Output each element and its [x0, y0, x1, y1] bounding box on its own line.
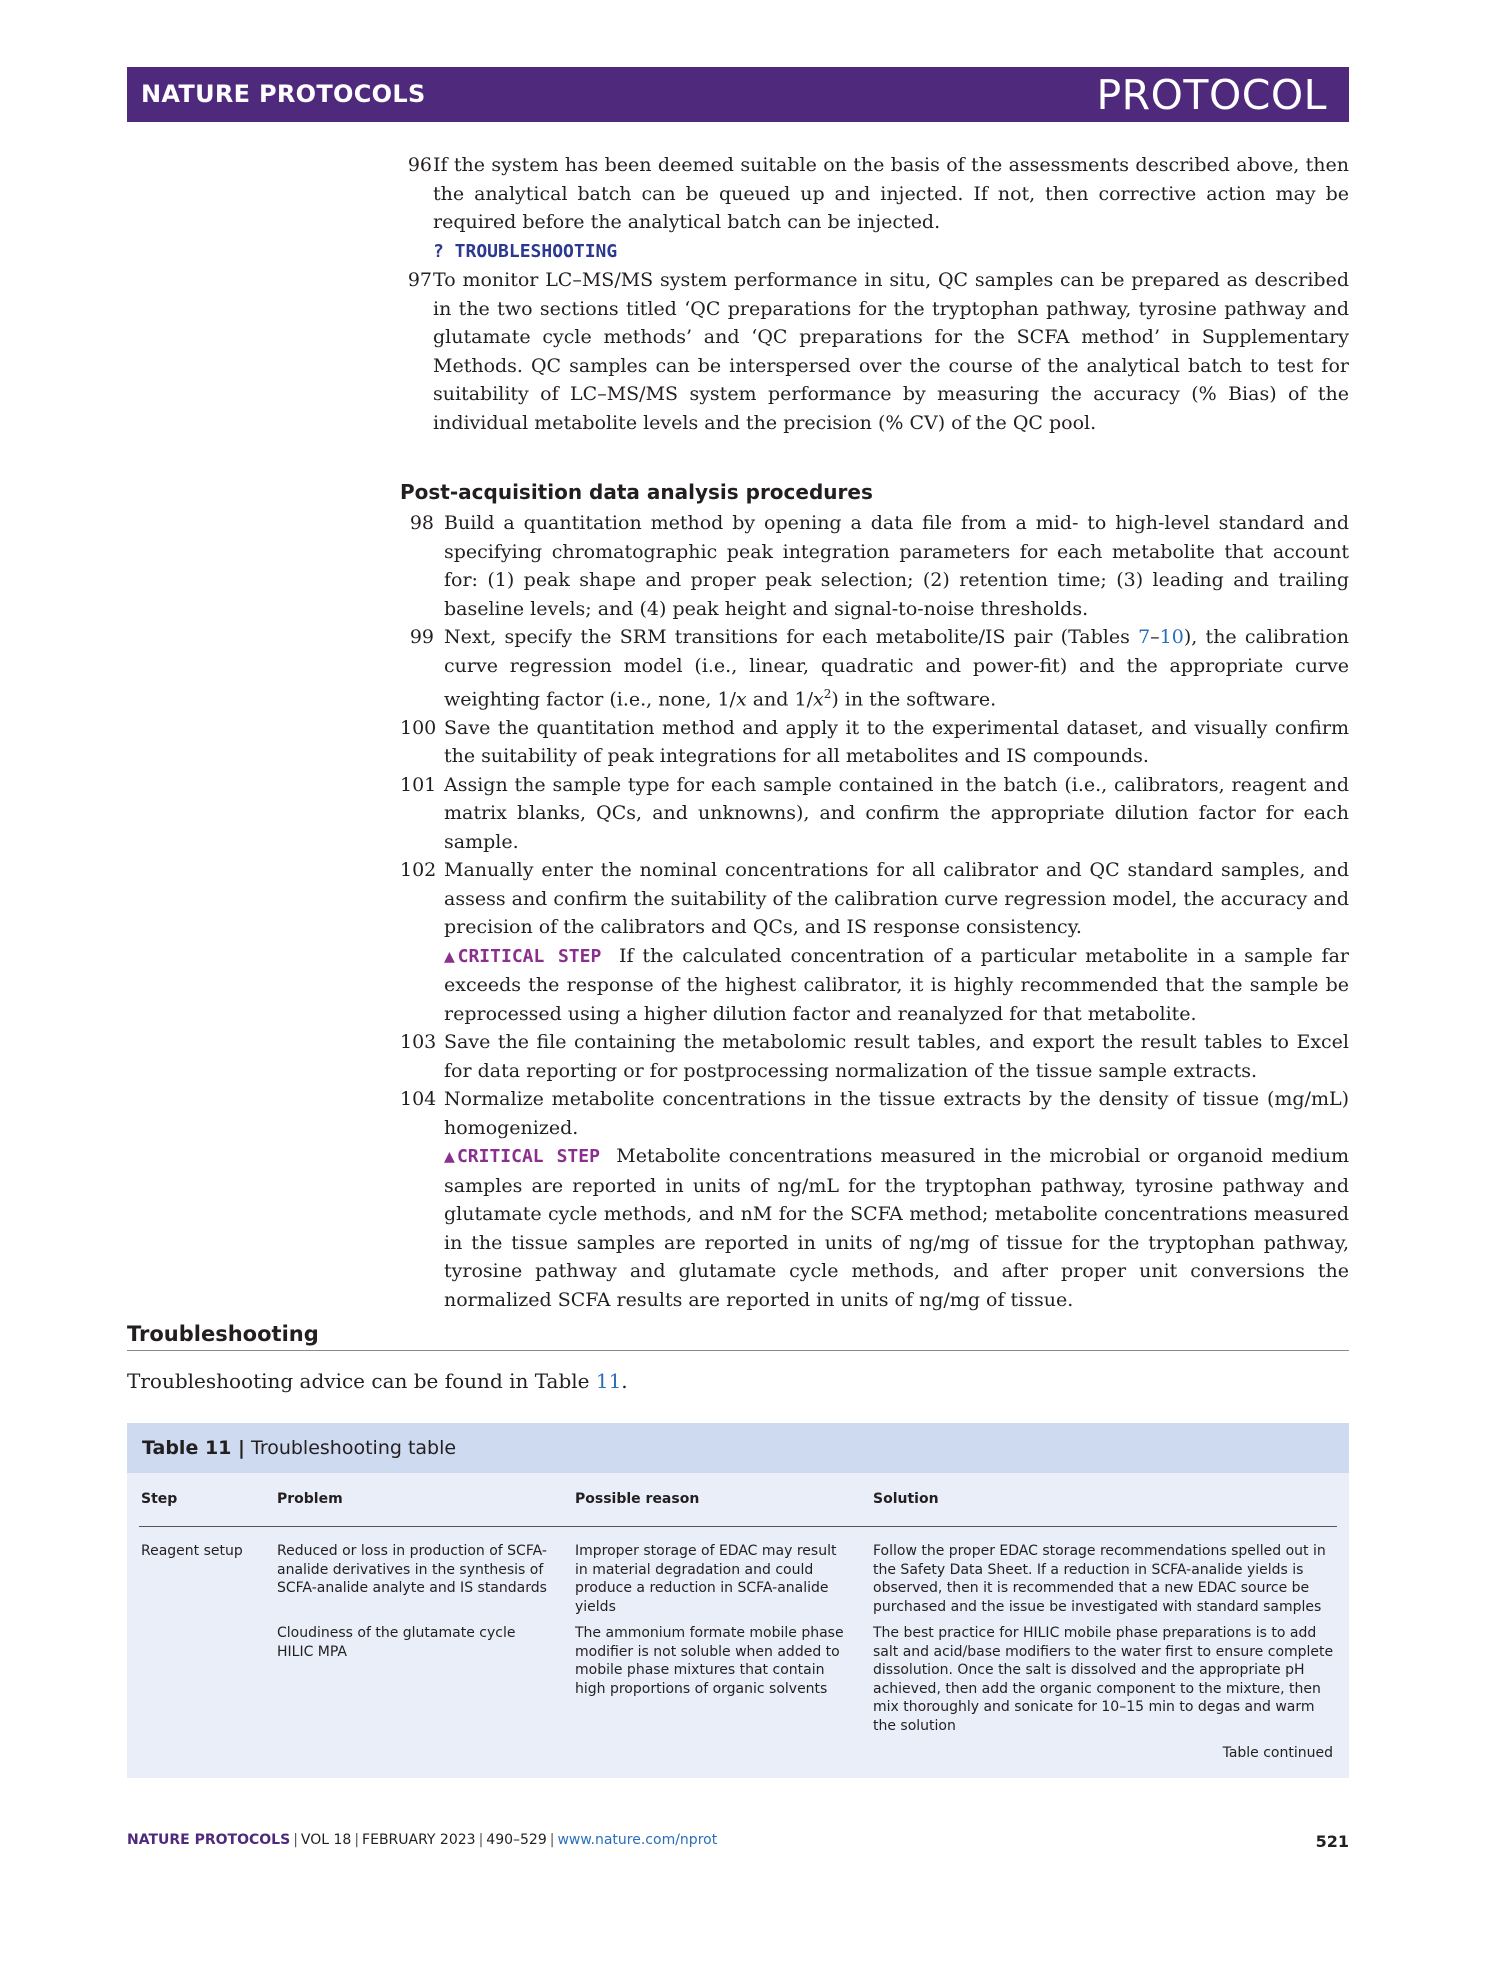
step-number: 100 [400, 716, 437, 739]
range-dash: – [1150, 626, 1160, 648]
step-number: 99 [409, 626, 434, 648]
article-type: PROTOCOL [1096, 71, 1327, 119]
procedure-steps-98-104 [400, 509, 1349, 1314]
variable-x: x [812, 688, 824, 711]
step-101 [400, 771, 1349, 857]
table-10-link[interactable]: 10 [1159, 626, 1184, 648]
step-99 [400, 623, 1349, 714]
step-text: Normalize metabolite concentrations in the tissue extracts by the density of tissue (mg/mL) homogenized. [444, 1088, 1349, 1139]
superscript: 2 [823, 687, 832, 701]
critical-step-tag: ▲CRITICAL STEP [444, 1146, 600, 1168]
step-number: 97 [407, 269, 432, 291]
step-96 [400, 151, 1349, 266]
footer-date: FEBRUARY 2023 [362, 1832, 476, 1848]
table-title: Troubleshooting table [251, 1437, 457, 1459]
step-number: 96 [407, 154, 432, 176]
header-rule [139, 1526, 1337, 1527]
step-104 [400, 1085, 1349, 1314]
step-text: Save the file containing the metabolomic result tables, and export the result tables to Excel for data reporting or for postprocessing normalization of the tissue sample extracts. [444, 1031, 1349, 1082]
variable-x: x [735, 688, 747, 711]
column-header-step: Step [141, 1491, 178, 1507]
step-text: ), the calibration curve regression model (i.e., linear, quadratic and power-fit) and the appropriate curve weighting factor (i.e., none, 1/ [444, 626, 1349, 711]
step-number: 103 [400, 1031, 437, 1054]
page-number: 521 [1315, 1832, 1349, 1851]
table-continued-note: Table continued [1222, 1745, 1333, 1761]
step-97 [400, 266, 1349, 437]
troubleshooting-heading: Troubleshooting [127, 1322, 1349, 1351]
table-7-link[interactable]: 7 [1138, 626, 1151, 648]
table-cell-reason: The ammonium formate mobile phase modifier is not soluble when added to mobile phase mixtures that contain high proportions of organic solvents [575, 1625, 844, 1697]
step-103 [400, 1028, 1349, 1085]
journal-header-bar [127, 67, 1349, 122]
step-number: 98 [409, 512, 434, 534]
step-100 [400, 714, 1349, 771]
page-footer: NATURE PROTOCOLS | VOL 18 | FEBRUARY 2023 | 490–529 | www.nature.com/nprot 521 [127, 1832, 1349, 1851]
step-text: Assign the sample type for each sample contained in the batch (i.e., calibrators, reagent and matrix blanks, QCs, and unknowns), and confirm the appropriate dilution factor for each sample. [444, 773, 1349, 853]
table-cell-solution: The best practice for HILIC mobile phase preparations is to add salt and acid/base modifiers to the water first to ensure complete dissolution. Once the salt is dissolved and the appropriate pH achieved, then add the organic component to the mixture, then mix thoroughly and sonicate for 10–15 min to degas and warm the solution [873, 1625, 1334, 1734]
intro-text: Troubleshooting advice can be found in Table [127, 1369, 596, 1393]
step-text: Next, specify the SRM transitions for each metabolite/IS pair (Tables [444, 626, 1139, 648]
step-98 [400, 509, 1349, 623]
step-text: Save the quantitation method and apply it to the experimental dataset, and visually confirm the suitability of peak integrations for all metabolites and IS compounds. [444, 716, 1349, 768]
procedure-steps-96-97 [400, 151, 1349, 437]
column-header-solution: Solution [873, 1491, 939, 1507]
step-102 [400, 856, 1349, 1028]
step-text: If the system has been deemed suitable on the basis of the assessments described above, then the analytical batch can be queued up and injected. If not, then corrective action may be required before the analytical batch can be injected. [433, 154, 1349, 233]
table-11-link[interactable]: 11 [595, 1369, 622, 1393]
table-cell-reason: Improper storage of EDAC may result in material degradation and could produce a reduction in SCFA-analide yields [575, 1543, 837, 1615]
step-text: Manually enter the nominal concentrations for all calibrator and QC standard samples, and assess and confirm the suitability of the calibration curve regression model, the accuracy and precision of the calibrators and QCs, and IS response consistency. [444, 859, 1349, 939]
table-label: Table 11 | [142, 1437, 245, 1459]
step-text: ) in the software. [831, 688, 997, 711]
subsection-heading: Post-acquisition data analysis procedures [400, 480, 873, 504]
step-number: 102 [400, 859, 437, 882]
footer-url-link[interactable]: www.nature.com/nprot [557, 1832, 718, 1848]
table-title-bar [127, 1423, 1349, 1473]
critical-step-text: Metabolite concentrations measured in the microbial or organoid medium samples are reported in units of ng/mL for the tryptophan pathway, tyrosine pathway and glutamate cycle methods, and nM for the SCFA method; metabolite concentrations measured in the tissue samples are reported in units of ng/mg of tissue for the tryptophan pathway, tyrosine pathway and glutamate cycle methods, and after proper unit conversions the normalized SCFA results are reported in units of ng/mg of tissue. [444, 1145, 1349, 1311]
step-text: and 1/ [746, 688, 813, 711]
step-text: To monitor LC–MS/MS system performance in situ, QC samples can be prepared as described in the two sections titled ‘QC preparations for the tryptophan pathway, tyrosine pathway and glutamate cycle methods’ and ‘QC preparations for the SCFA method’ in Supplementary Methods. QC samples can be interspersed over the course of the analytical batch to test for suitability of LC–MS/MS system performance by measuring the accuracy (% Bias) of the individual metabolite levels and the precision (% CV) of the QC pool. [433, 269, 1349, 434]
column-header-problem: Problem [277, 1491, 343, 1507]
troubleshooting-link[interactable]: ? TROUBLESHOOTING [433, 240, 618, 262]
step-number: 101 [400, 773, 437, 796]
step-number: 104 [400, 1088, 437, 1111]
footer-pages: 490–529 [486, 1832, 547, 1848]
table-cell-solution: Follow the proper EDAC storage recommendations spelled out in the Safety Data Sheet. If a reduction in SCFA-analide yields is observed, then it is recommended that a new EDAC source be purchased and the issue be investigated with standard samples [873, 1543, 1326, 1615]
footer-volume: VOL 18 [300, 1832, 352, 1848]
footer-journal: NATURE PROTOCOLS [127, 1832, 291, 1848]
table-cell-problem: Cloudiness of the glutamate cycle HILIC MPA [277, 1625, 516, 1660]
critical-step-tag: ▲CRITICAL STEP [444, 945, 602, 967]
critical-step-text: If the calculated concentration of a particular metabolite in a sample far exceeds the response of the highest calibrator, it is highly recommended that the sample be reprocessed using a higher dilution factor and reanalyzed for that metabolite. [444, 944, 1349, 1025]
table-cell-problem: Reduced or loss in production of SCFA-analide derivatives in the synthesis of SCFA-analide analyte and IS standards [277, 1543, 547, 1597]
table-cell-step: Reagent setup [141, 1543, 243, 1559]
step-text: Build a quantitation method by opening a data file from a mid- to high-level standard and specifying chromatographic peak integration parameters for each metabolite that account for: (1) peak shape and proper peak selection; (2) retention time; (3) leading and trailing baseline levels; and (4) peak height and signal-to-noise thresholds. [444, 512, 1349, 620]
journal-name: NATURE PROTOCOLS [141, 80, 426, 108]
troubleshooting-intro [127, 1369, 628, 1393]
column-header-reason: Possible reason [575, 1491, 700, 1507]
troubleshooting-table [127, 1423, 1349, 1778]
intro-end: . [621, 1369, 628, 1393]
